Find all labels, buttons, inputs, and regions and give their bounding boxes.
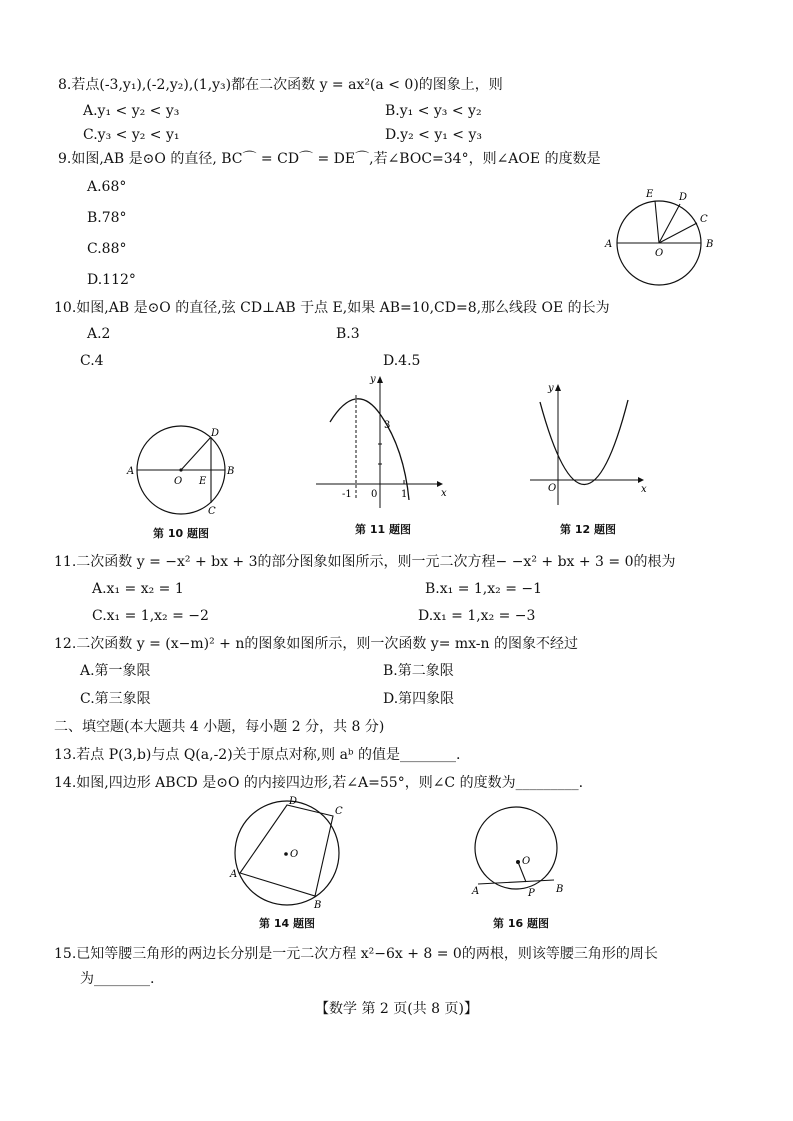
page-footer: 【数学 第 2 页(共 8 页)】 — [315, 1001, 478, 1017]
fig14-label-b: B — [314, 900, 322, 911]
q9-stem: 9.如图,AB 是⊙O 的直径, BC⌒ = CD⌒ = DE⌒,若∠BOC=34°，则∠AOE 的度数是 — [58, 151, 601, 167]
fig12-label-x: x — [641, 484, 647, 495]
q9-label-b: B — [706, 239, 714, 250]
q12-option-c: C.第三象限 — [80, 691, 151, 707]
fig11-label-neg1: -1 — [342, 489, 352, 500]
q10-option-b: B.3 — [336, 326, 360, 342]
q15-stem-line2: 为________. — [80, 971, 155, 987]
q9-label-a: A — [605, 239, 613, 250]
section-2-heading: 二、填空题(本大题共 4 小题，每小题 2 分，共 8 分) — [54, 719, 385, 735]
q11-option-d: D.x₁ = 1,x₂ = −3 — [418, 608, 536, 624]
fig11-label-1: 1 — [401, 489, 408, 500]
q9-option-b: B.78° — [87, 210, 127, 226]
fig16-label-o: O — [522, 856, 531, 867]
q9-label-e: E — [646, 189, 654, 200]
fig10-label-b: B — [227, 466, 235, 477]
fig16-caption: 第 16 题图 — [493, 917, 549, 930]
q13-stem: 13.若点 P(3,b)与点 Q(a,-2)关于原点对称,则 aᵇ 的值是________. — [54, 747, 461, 763]
q11-option-a: A.x₁ = x₂ = 1 — [92, 581, 184, 597]
q9-label-o: O — [655, 248, 664, 259]
fig12-label-y: y — [548, 383, 554, 394]
fig14-caption: 第 14 题图 — [259, 917, 315, 930]
q15-stem-line1: 15.已知等腰三角形的两边长分别是一元二次方程 x²−6x + 8 = 0的两根，则该等腰三角形的周长 — [54, 946, 658, 962]
q12-option-b: B.第二象限 — [383, 663, 454, 679]
q8-option-d: D.y₂ < y₁ < y₃ — [385, 127, 483, 143]
fig10-label-d: D — [211, 428, 220, 439]
q9-label-d: D — [679, 192, 688, 203]
q8-option-b: B.y₁ < y₃ < y₂ — [385, 103, 482, 119]
q11-stem: 11.二次函数 y = −x² + bx + 3的部分图象如图所示，则一元二次方程− −x² + bx + 3 = 0的根为 — [54, 554, 676, 570]
q10-stem: 10.如图,AB 是⊙O 的直径,弦 CD⊥AB 于点 E,如果 AB=10,CD=8,那么线段 OE 的长为 — [54, 300, 610, 316]
fig10-label-c: C — [208, 506, 216, 517]
fig10-label-a: A — [127, 466, 135, 477]
q10-option-c: C.4 — [80, 353, 104, 369]
q9-label-c: C — [700, 214, 708, 225]
q11-option-b: B.x₁ = 1,x₂ = −1 — [425, 581, 543, 597]
q12-option-a: A.第一象限 — [80, 663, 151, 679]
q8-option-c: C.y₃ < y₂ < y₁ — [83, 127, 180, 143]
q9-option-c: C.88° — [87, 241, 127, 257]
fig11-label-y: y — [370, 374, 376, 385]
fig14-label-o: O — [290, 849, 299, 860]
q12-stem: 12.二次函数 y = (x−m)² + n的图象如图所示，则一次函数 y= mx-n 的图象不经过 — [54, 636, 579, 652]
fig16-circle — [475, 807, 557, 889]
fig16-label-p: P — [528, 888, 535, 899]
q9-option-d: D.112° — [87, 272, 136, 288]
q14-stem: 14.如图,四边形 ABCD 是⊙O 的内接四边形,若∠A=55°，则∠C 的度数为_________. — [54, 775, 584, 791]
q10-option-a: A.2 — [87, 326, 111, 342]
fig16-label-a: A — [472, 886, 480, 897]
fig11-caption: 第 11 题图 — [355, 523, 411, 536]
fig10-label-o: O — [174, 476, 183, 487]
fig16-center-dot — [516, 860, 520, 864]
fig12-caption: 第 12 题图 — [560, 523, 616, 536]
q10-option-d: D.4.5 — [383, 353, 421, 369]
q8-option-a: A.y₁ < y₂ < y₃ — [83, 103, 180, 119]
fig16-label-b: B — [556, 884, 564, 895]
fig12-label-o: O — [548, 483, 557, 494]
fig11-label-x: x — [441, 488, 447, 499]
q9-option-a: A.68° — [87, 179, 127, 195]
fig10-label-e: E — [199, 476, 207, 487]
q12-option-d: D.第四象限 — [383, 691, 455, 707]
fig11-label-3: 3 — [384, 420, 391, 431]
fig14-label-a: A — [230, 869, 238, 880]
fig10-caption: 第 10 题图 — [153, 527, 209, 540]
fig14-label-c: C — [335, 806, 343, 817]
fig16-chord-ab — [478, 880, 554, 884]
q11-option-c: C.x₁ = 1,x₂ = −2 — [92, 608, 209, 624]
fig14-label-d: D — [289, 796, 298, 807]
q8-stem: 8.若点(-3,y₁),(-2,y₂),(1,y₃)都在二次函数 y = ax²(a < 0)的图象上，则 — [58, 77, 503, 93]
fig11-label-0: 0 — [371, 489, 378, 500]
